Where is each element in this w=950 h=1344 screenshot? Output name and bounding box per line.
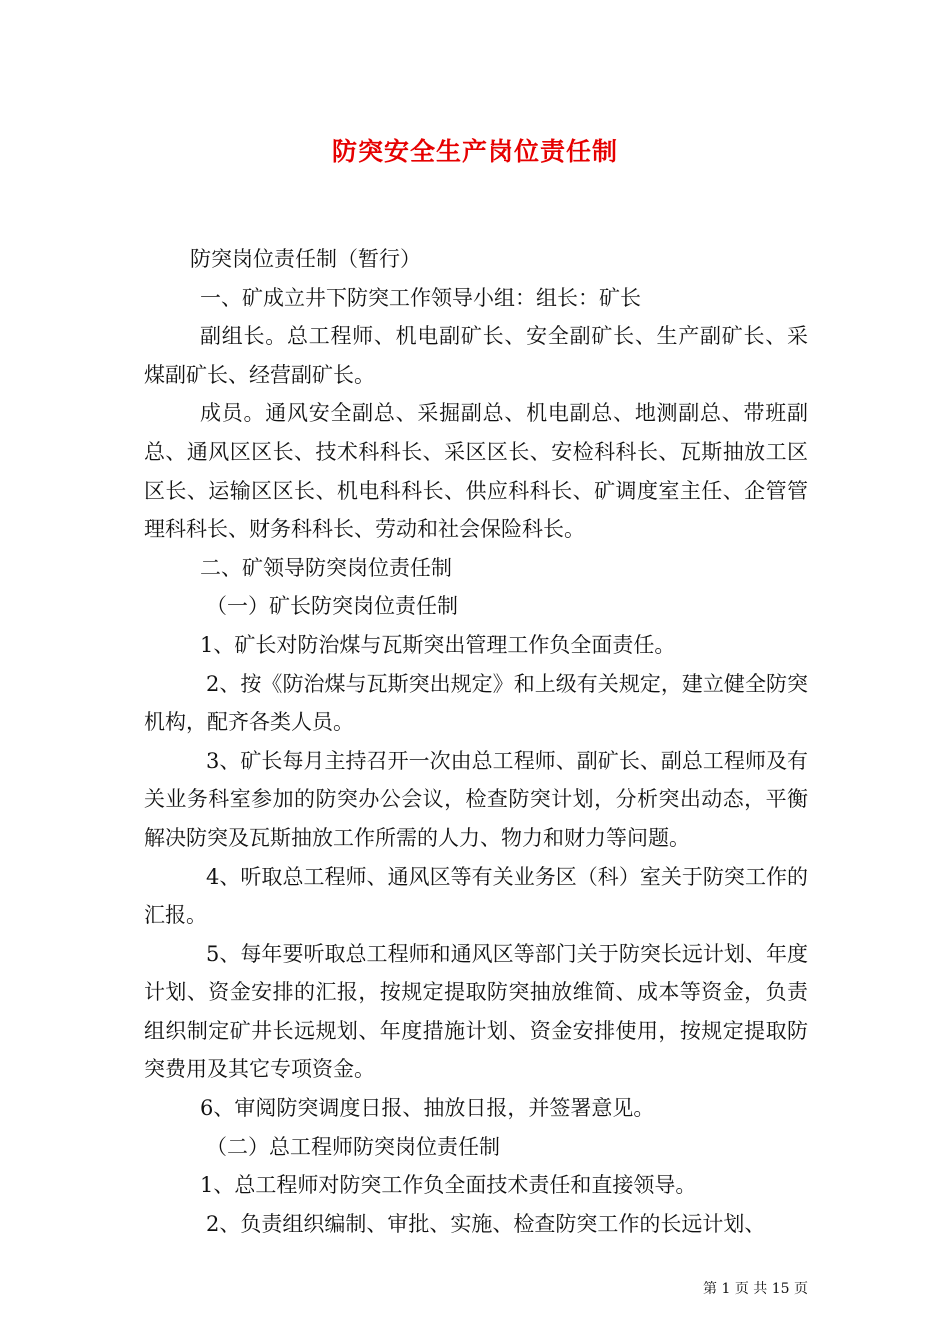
paragraph: 2、按《防治煤与瓦斯突出规定》和上级有关规定，建立健全防突机构，配齐各类人员。 bbox=[144, 671, 808, 735]
paragraph: 一、矿成立井下防突工作领导小组：组长：矿长 bbox=[200, 285, 641, 310]
paragraph: 1、总工程师对防突工作负全面技术责任和直接领导。 bbox=[200, 1173, 697, 1198]
paragraph: 1、矿长对防治煤与瓦斯突出管理工作负全面责任。 bbox=[200, 632, 676, 657]
paragraph: 4、听取总工程师、通风区等有关业务区（科）室关于防突工作的汇报。 bbox=[144, 864, 808, 928]
paragraph: 成员。通风安全副总、采掘副总、机电副总、地测副总、带班副总、通风区区长、技术科科长、采区区长、安检科科长、瓦斯抽放工区区长、运输区区长、机电科科长、供应科科长、矿调度室主任、企管管理科科长、财务科科长、劳动和社会保险科长。 bbox=[144, 401, 808, 542]
document-title: 防突安全生产岗位责任制 bbox=[331, 137, 618, 166]
paragraph: 2、负责组织编制、审批、实施、检查防突工作的长远计划、 bbox=[206, 1211, 766, 1236]
paragraph: 3、矿长每月主持召开一次由总工程师、副矿长、副总工程师及有关业务科室参加的防突办公会议，检查防突计划，分析突出动态，平衡解决防突及瓦斯抽放工作所需的人力、物力和财力等问题。 bbox=[144, 748, 808, 850]
paragraph: 二、矿领导防突岗位责任制 bbox=[200, 555, 452, 580]
document-body bbox=[144, 240, 808, 1243]
paragraph: 副组长。总工程师、机电副矿长、安全副矿长、生产副矿长、采煤副矿长、经营副矿长。 bbox=[144, 324, 808, 387]
paragraph: （二）总工程师防突岗位责任制 bbox=[206, 1134, 500, 1159]
paragraph: （一）矿长防突岗位责任制 bbox=[206, 594, 458, 619]
page-number: 第 1 页 共 15 页 bbox=[703, 1281, 808, 1297]
paragraph: 6、审阅防突调度日报、抽放日报，并签署意见。 bbox=[200, 1096, 655, 1121]
paragraph: 5、每年要听取总工程师和通风区等部门关于防突长远计划、年度计划、资金安排的汇报，按规定提取防突抽放维简、成本等资金，负责组织制定矿井长远规划、年度措施计划、资金安排使用，按规定提取防突费用及其它专项资金。 bbox=[144, 941, 808, 1082]
paragraph: 防突岗位责任制（暂行） bbox=[190, 247, 421, 271]
